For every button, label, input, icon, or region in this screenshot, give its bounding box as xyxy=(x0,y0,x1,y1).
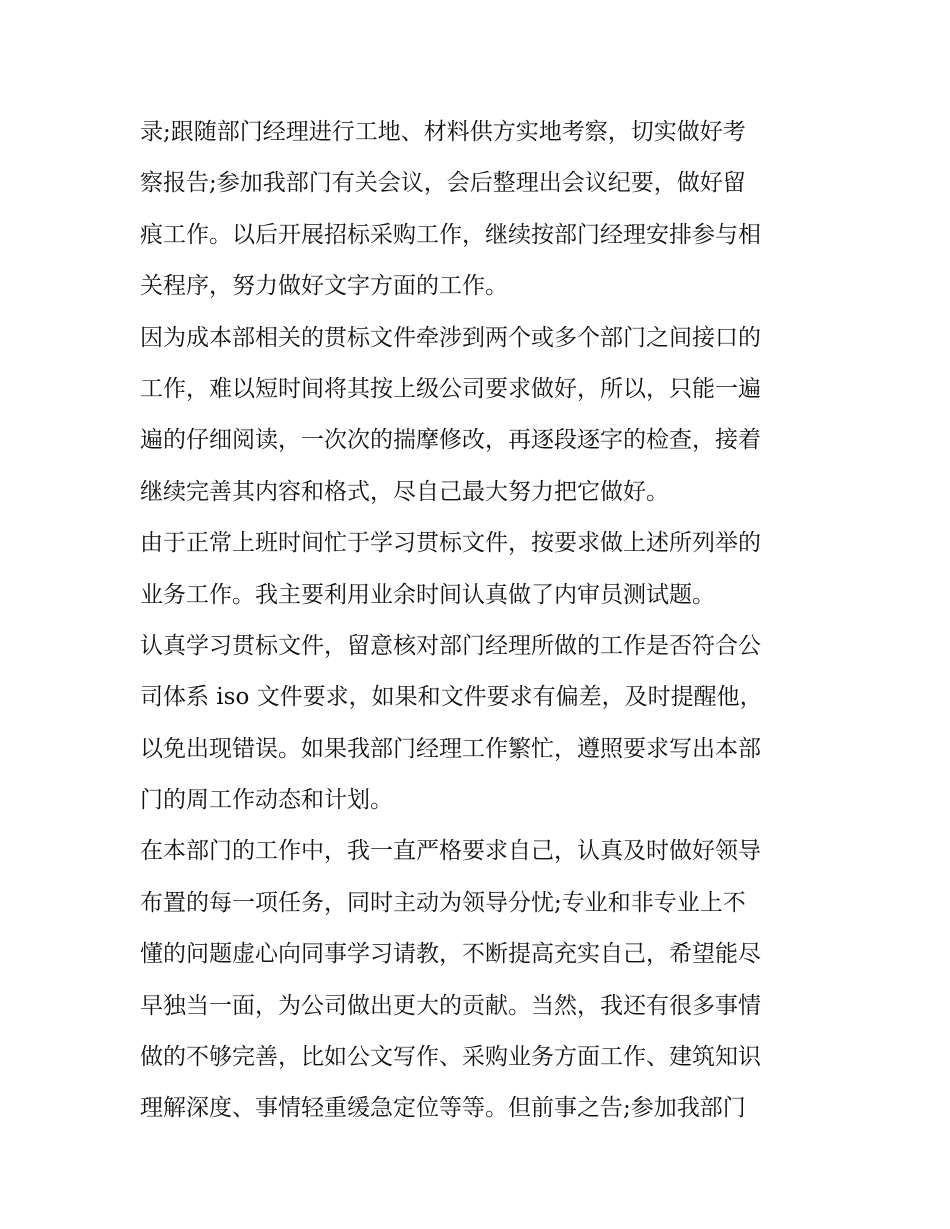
text-line: 遍的仔细阅读，一次次的揣摩修改，再逐段逐字的检查，接着 xyxy=(140,427,761,454)
text-line: 早独当一面，为公司做出更大的贡献。当然，我还有很多事情 xyxy=(140,992,761,1019)
document-body xyxy=(140,107,820,1135)
text-line: 因为成本部相关的贯标文件牵涉到两个或多个部门之间接口的 xyxy=(140,324,761,351)
text-line: 做的不够完善，比如公文写作、采购业务方面工作、建筑知识 xyxy=(140,1044,761,1071)
text-line: 懂的问题虚心向同事学习请教，不断提高充实自己，希望能尽 xyxy=(140,941,761,968)
text-line: 理解深度、事情轻重缓急定位等等。但前事之告;参加我部门 xyxy=(140,1095,746,1122)
text-line: 关程序，努力做好文字方面的工作。 xyxy=(140,273,508,300)
text-line: 业务工作。我主要利用业余时间认真做了内审员测试题。 xyxy=(140,581,715,608)
text-line: 在本部门的工作中，我一直严格要求自己，认真及时做好领导 xyxy=(140,838,761,865)
text-line: 痕工作。以后开展招标采购工作，继续按部门经理安排参与相 xyxy=(140,221,761,248)
text-line: 司体系 iso 文件要求，如果和文件要求有偏差，及时提醒他， xyxy=(140,684,763,711)
text-line: 继续完善其内容和格式，尽自己最大努力把它做好。 xyxy=(140,478,669,505)
text-line: 察报告;参加我部门有关会议，会后整理出会议纪要，做好留 xyxy=(140,170,746,197)
text-line: 以免出现错误。如果我部门经理工作繁忙，遵照要求写出本部 xyxy=(140,735,761,762)
text-line: 认真学习贯标文件，留意核对部门经理所做的工作是否符合公 xyxy=(140,632,761,659)
text-line: 布置的每一项任务，同时主动为领导分忧;专业和非专业上不 xyxy=(140,889,746,916)
text-line: 录;跟随部门经理进行工地、材料供方实地考察，切实做好考 xyxy=(140,119,746,145)
text-line: 由于正常上班时间忙于学习贯标文件，按要求做上述所列举的 xyxy=(140,530,761,557)
text-line: 门的周工作动态和计划。 xyxy=(140,787,393,814)
text-line: 工作，难以短时间将其按上级公司要求做好，所以，只能一遍 xyxy=(140,375,761,402)
